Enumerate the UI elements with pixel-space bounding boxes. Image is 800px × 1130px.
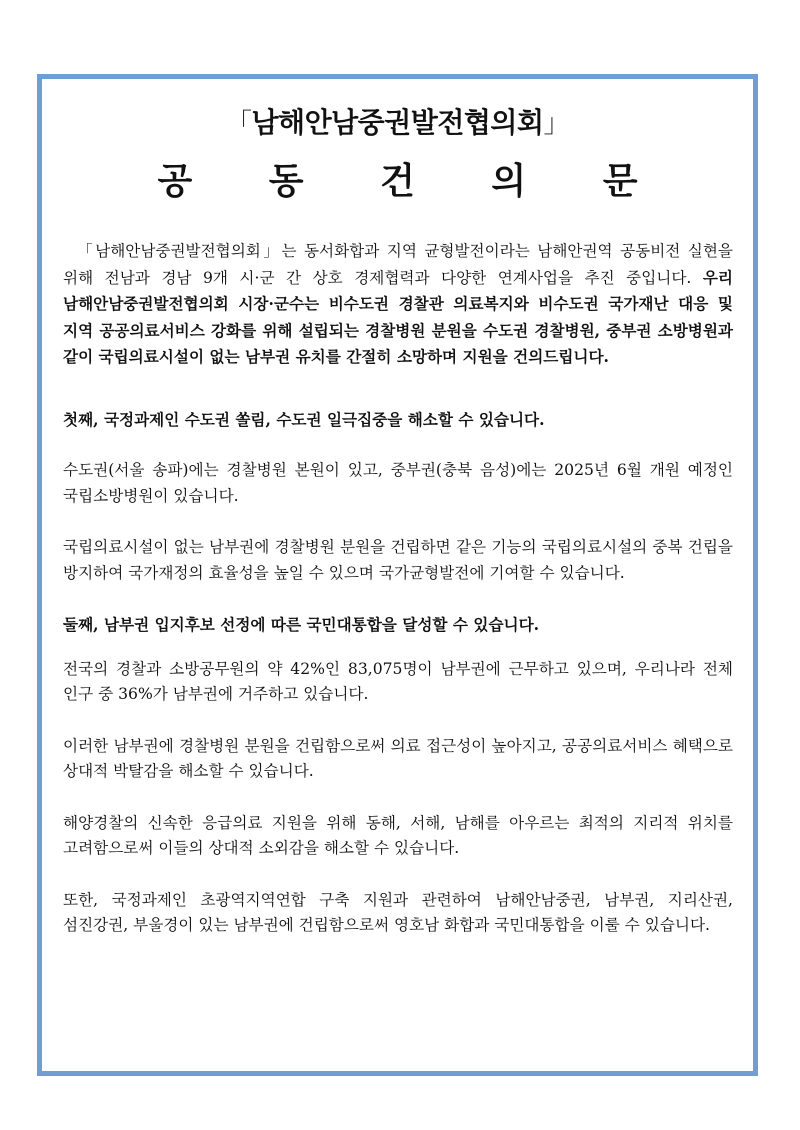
document-title	[42, 101, 753, 141]
document-heading: 공 동 건 의 문	[157, 161, 670, 202]
intro-bold-text: 우리 남해안남중권발전협의회 시장·군수는 비수도권 경찰관 의료복지와 비수도권 국가재난 대응 및 지역 공공의료서비스 강화를 위해 설립되는 경찰병원 분원을 수도권 경찰병원, 중부권 소방병원과 같이 국립의료시설이 없는 남부권 유치를 간절히 소망하며 지원을 건의드립니다.	[63, 267, 733, 366]
section2-paragraph-1: 전국의 경찰과 소방공무원의 약 42%인 83,075명이 남부권에 근무하고 있으며, 우리나라 전체 인구 중 36%가 남부권에 거주하고 있습니다.	[63, 659, 733, 703]
document-body	[63, 239, 733, 939]
section2-heading: 둘째, 남부권 입지후보 선정에 따른 국민대통합을 달성할 수 있습니다.	[63, 615, 540, 634]
title-open-bracket: 「	[225, 109, 252, 139]
section1-heading: 첫째, 국정과제인 수도권 쏠림, 수도권 일극집중을 해소할 수 있습니다.	[63, 409, 545, 429]
title-text: 남해안남중권발전협의회	[251, 106, 544, 139]
document-frame	[37, 74, 758, 1076]
section2-paragraph-2: 이러한 남부권에 경찰병원 분원을 건립함으로써 의료 접근성이 높아지고, 공공의료서비스 혜택으로 상대적 박탈감을 해소할 수 있습니다.	[63, 736, 733, 780]
section1-paragraph-1: 수도권(서울 송파)에는 경찰병원 본원이 있고, 중부권(충북 음성)에는 2025년 6월 개원 예정인 국립소방병원이 있습니다.	[63, 461, 733, 505]
section2-paragraph-4: 또한, 국정과제인 초광역지역연합 구축 지원과 관련하여 남해안남중권, 남부권, 지리산권, 섬진강권, 부울경이 있는 남부권에 건립함으로써 영호남 화합과 국민대통합을 이룰 수 있습니다.	[63, 890, 733, 934]
intro-paragraph	[63, 239, 733, 371]
title-close-bracket: 」	[543, 109, 570, 139]
section2-paragraph-3: 해양경찰의 신속한 응급의료 지원을 위해 동해, 서해, 남해를 아우르는 최적의 지리적 위치를 고려함으로써 이들의 상대적 소외감을 해소할 수 있습니다.	[63, 813, 733, 857]
intro-plain-text: 「남해안남중권발전협의회」는 동서화합과 지역 균형발전이라는 남해안권역 공동비전 실현을 위해 전남과 경남 9개 시·군 간 상호 경제협력과 다양한 연계사업을 추진 중입니다.	[63, 242, 733, 287]
section1-paragraph-2: 국립의료시설이 없는 남부권에 경찰병원 분원을 건립하면 같은 기능의 국립의료시설의 중복 건립을 방지하여 국가재정의 효율성을 높일 수 있으며 국가균형발전에 기여할 수 있습니다.	[63, 538, 733, 582]
